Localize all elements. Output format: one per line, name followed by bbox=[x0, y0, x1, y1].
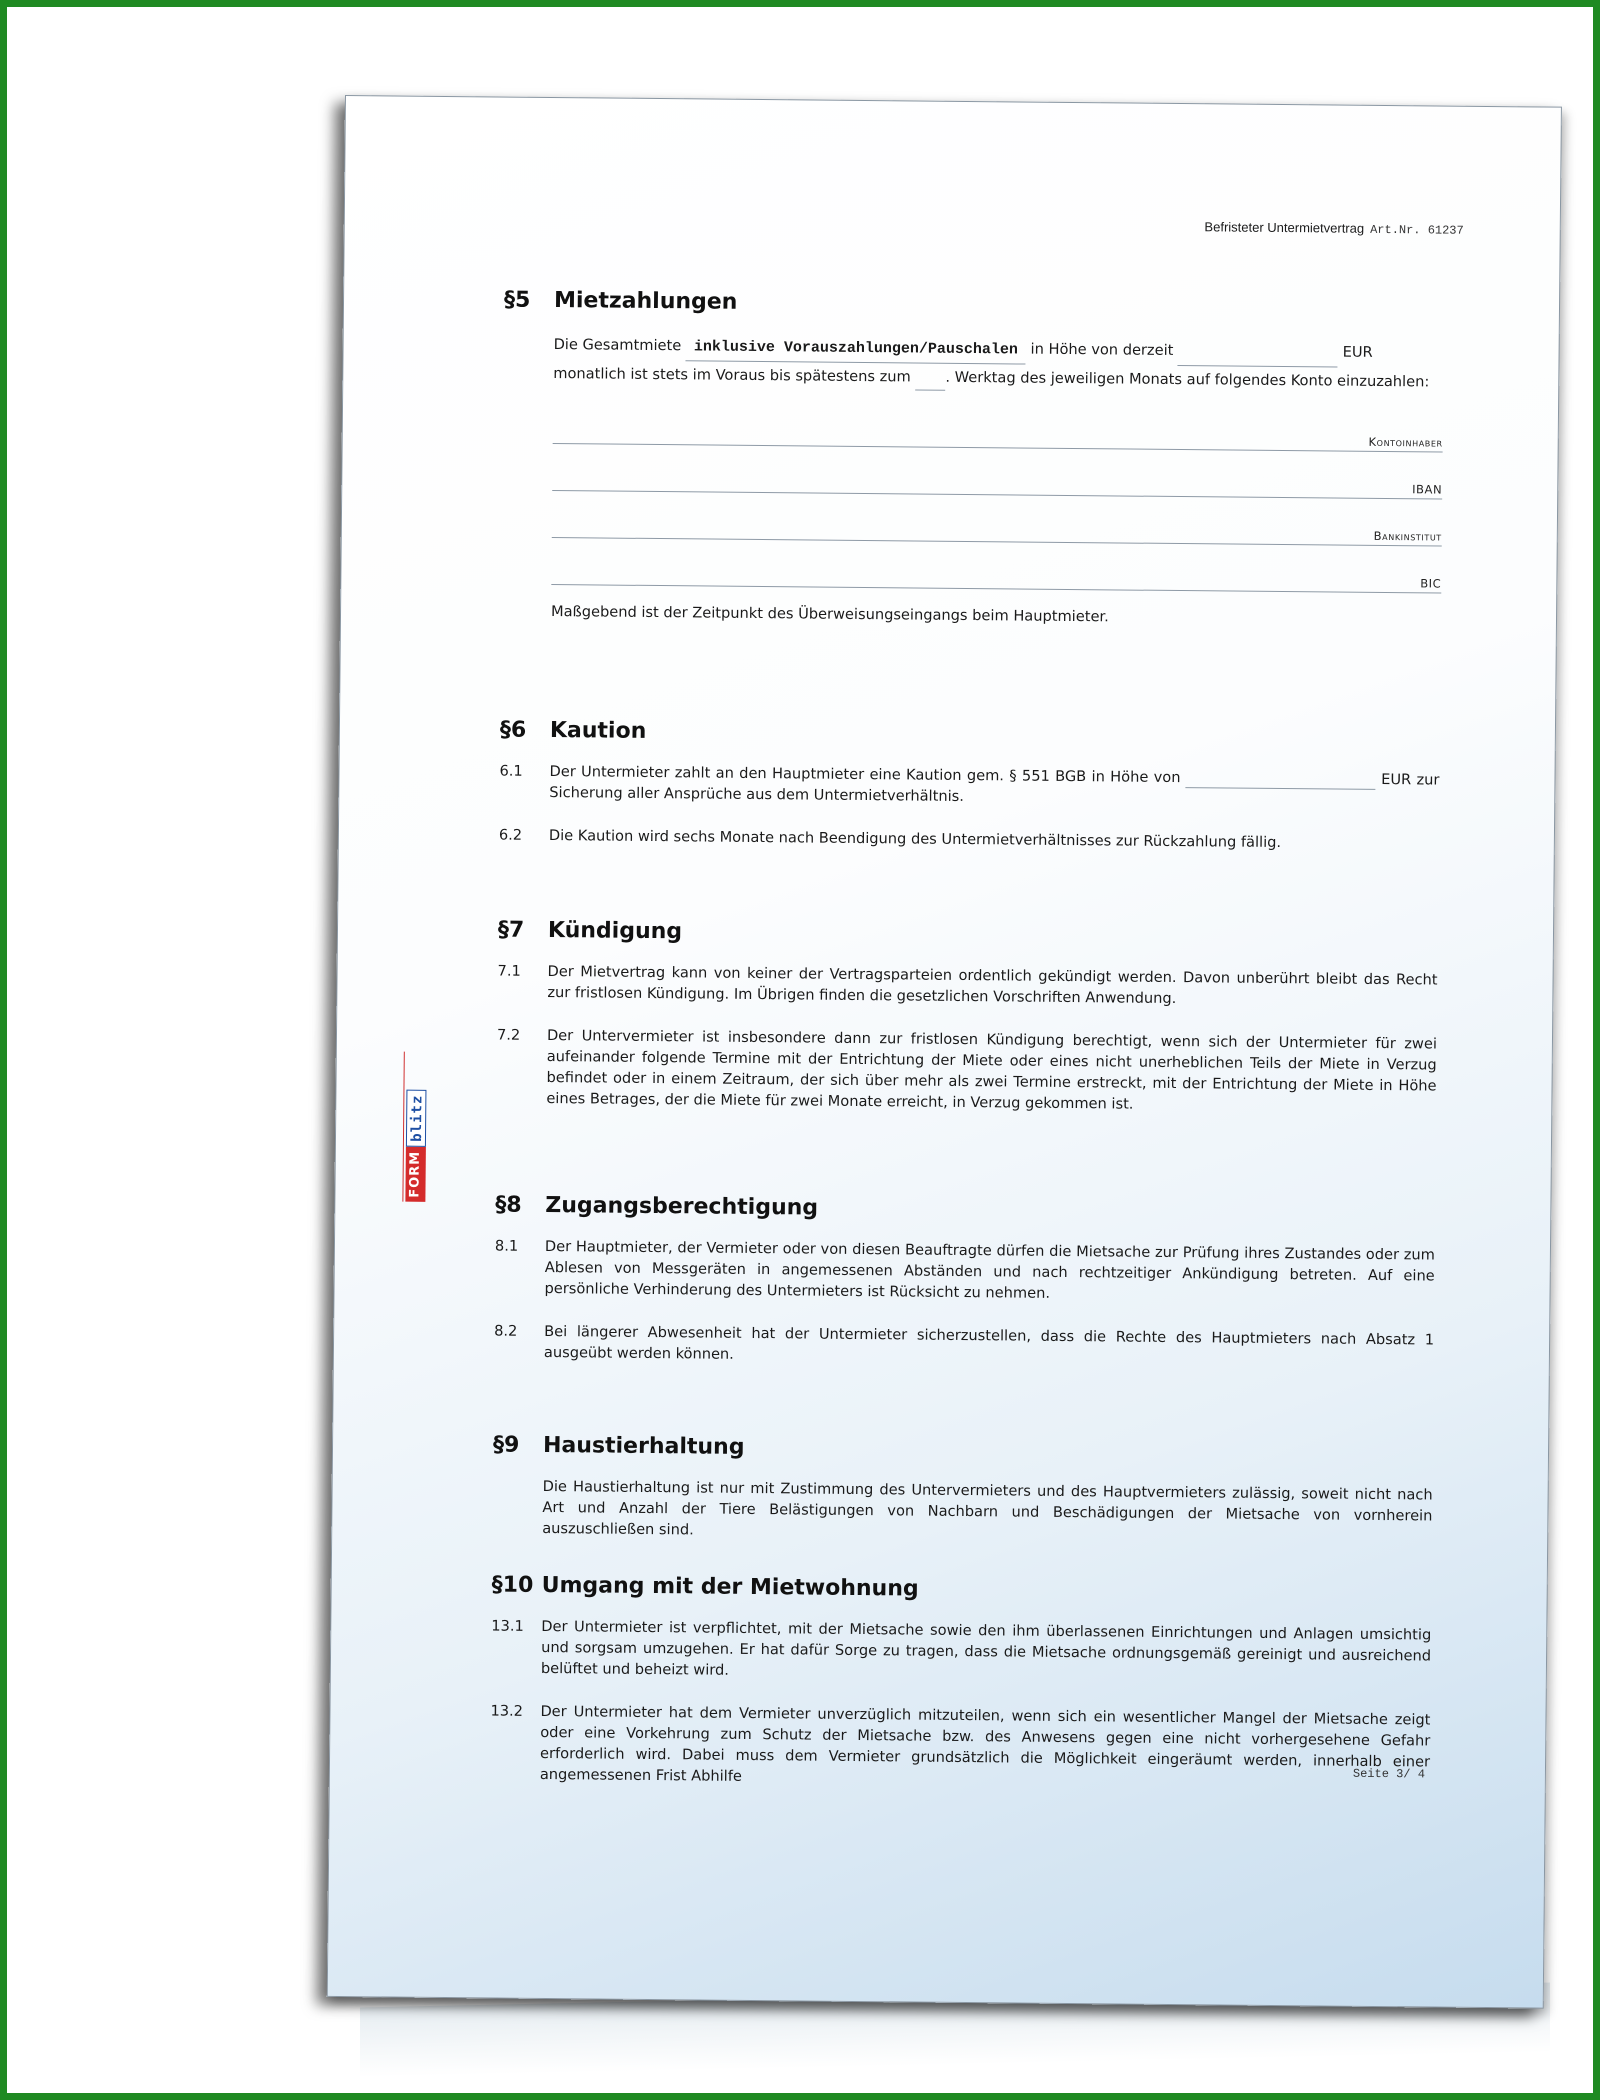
section-heading bbox=[498, 918, 1438, 952]
section-title: Haustierhaltung bbox=[542, 1432, 745, 1460]
clause-text bbox=[549, 761, 1439, 812]
clause-7-1 bbox=[497, 961, 1437, 1012]
payment-closing: Maßgebend ist der Zeitpunkt des Überweisungseingangs beim Hauptmieter. bbox=[550, 603, 1109, 626]
clause-number: 13.1 bbox=[491, 1617, 524, 1635]
section-heading bbox=[492, 1572, 1432, 1606]
section-number: §7 bbox=[497, 917, 525, 943]
section-kuendigung bbox=[496, 918, 1438, 1140]
bic-field[interactable] bbox=[551, 538, 1441, 594]
clause-number: 7.2 bbox=[496, 1026, 521, 1044]
account-holder-field[interactable] bbox=[553, 397, 1443, 453]
rent-amount-field[interactable] bbox=[1178, 350, 1338, 368]
logo-form-text: FORM bbox=[405, 1147, 426, 1202]
section-kaution bbox=[499, 718, 1440, 877]
section-title: Kündigung bbox=[547, 917, 683, 945]
section-heading bbox=[495, 1192, 1435, 1226]
clause-number: 6.2 bbox=[498, 826, 523, 844]
section-title: Mietzahlungen bbox=[553, 288, 738, 315]
clause-text: Der Hauptmieter, der Vermieter oder von diesen Beauftragte dürfen die Mietsache zur Prüfung ihres Zustandes oder zum Ablesen von Messgeräten in angemessenen Abständen und nach rechtzeitiger Ankündigung betreten. Auf eine persönliche Verhinderung des Untermieters ist Rücksicht zu nehmen. bbox=[544, 1237, 1435, 1302]
clause-8-2 bbox=[494, 1320, 1434, 1371]
header-title: Befristeter Untermietvertrag bbox=[1204, 219, 1365, 236]
workday-field[interactable] bbox=[915, 374, 945, 390]
clause-number: 13.2 bbox=[490, 1702, 524, 1720]
iban-field[interactable] bbox=[552, 444, 1442, 500]
section-umgang bbox=[490, 1572, 1432, 1815]
section-title: Umgang mit der Mietwohnung bbox=[541, 1572, 919, 1602]
clause-6-2 bbox=[499, 825, 1439, 855]
document-header bbox=[1204, 219, 1463, 237]
clause-text: Die Kaution wird sechs Monate nach Beendigung des Untermietverhältnisses zur Rückzahlung fällig. bbox=[548, 826, 1282, 852]
section-haustierhaltung bbox=[492, 1432, 1433, 1547]
section-number: §5 bbox=[503, 287, 531, 313]
bank-field[interactable] bbox=[552, 491, 1442, 547]
clause-number: 8.2 bbox=[494, 1322, 518, 1340]
text-werktag: . Werktag des jeweiligen Monats auf folgendes Konto einzuzahlen: bbox=[945, 368, 1430, 391]
deposit-amount-field[interactable] bbox=[1186, 772, 1376, 790]
clause-6-1 bbox=[499, 761, 1439, 812]
section-number: §6 bbox=[499, 717, 527, 743]
text-hoehe: in Höhe von derzeit bbox=[1030, 340, 1174, 359]
formblitz-logo bbox=[402, 1052, 426, 1202]
clause-13-2 bbox=[490, 1700, 1431, 1793]
clause-number: 7.1 bbox=[497, 962, 521, 980]
text-eur: EUR bbox=[1342, 343, 1373, 361]
clause-text: Der Mietvertrag kann von keiner der Vertragsparteien ordentlich gekündigt werden. Davon unberührt bleibt das Recht zur fristlosen Kündigung. Im Übrigen finden die gesetzlichen Vorschriften Anwendung. bbox=[547, 962, 1438, 1008]
section-heading bbox=[504, 288, 1444, 322]
clause-text: Der Untermieter ist verpflichtet, mit der Mietsache sowie den ihm überlassenen Einrichtungen und Anlagen umsichtig und sorgsam umzugehen. Er hat dafür Sorge zu tragen, dass die Mietsache ordnungsgemäß gereinigt und ausreichend belüftet und beheizt wird. bbox=[540, 1617, 1432, 1679]
text-gesamtmiete: Die Gesamtmiete bbox=[553, 336, 682, 355]
clause-7-2 bbox=[496, 1025, 1437, 1118]
text-monatlich: monatlich ist stets im Voraus bis spätestens zum bbox=[553, 365, 911, 386]
deposit-text: Der Untermieter zahlt an den Hauptmieter eine Kaution gem. § 551 BGB in Höhe von bbox=[549, 762, 1181, 787]
section-heading bbox=[500, 718, 1440, 752]
bic-label: BIC bbox=[1420, 576, 1442, 591]
payment-paragraph bbox=[553, 331, 1443, 396]
pet-paragraph: Die Haustierhaltung ist nur mit Zustimmung des Untervermieters und des Hauptvermieters zulässig, soweit nicht nach Art und Anzahl der Tiere Belästigungen von Nachbarn und Beschädigungen der Mietsache von vornherein auszuschließen sind. bbox=[542, 1477, 1433, 1539]
deposit-text-end: EUR zur Sicherung aller Ansprüche aus dem Untermietverhältnis. bbox=[549, 770, 1440, 805]
clause-13-1 bbox=[491, 1615, 1432, 1687]
section-zugangsberechtigung bbox=[494, 1192, 1436, 1393]
account-holder-label: Kontoinhaber bbox=[1368, 434, 1443, 450]
clause-number: 6.1 bbox=[499, 762, 523, 780]
clause-text: Der Untermieter hat dem Vermieter unverzüglich mitzuteilen, wenn sich ein wesentlicher Mangel der Mietsache zeigt oder eine Vorkehrung zum Schutz der Mietsache bzw. des Anwesens gegen eine nicht vorhergesehene Gefahr erforderlich wird. Dabei muss dem Vermieter grundsätzlich die Möglichkeit eingeräumt werden, innerhalb einer angemessenen Frist Abhilfe bbox=[539, 1702, 1431, 1785]
clause-text: Der Untervermieter ist insbesondere dann zur fristlosen Kündigung berechtigt, wenn sich der Untermieter für zwei aufeinander folgende Termine mit der Entrichtung der Miete oder eines nicht unerheblichen Teils der Miete in Verzug befindet oder in einem Zeitraum, der sich über mehr als zwei Termine erstreckt, mit der Entrichtung der Miete in Höhe eines Betrages, der die Miete für zwei Monate erreicht, in Verzug gekommen ist. bbox=[546, 1026, 1438, 1113]
section-number: §9 bbox=[492, 1432, 520, 1458]
bank-label: Bankinstitut bbox=[1373, 528, 1442, 544]
rent-type-field[interactable]: inklusive Vorauszahlungen/Pauschalen bbox=[686, 333, 1026, 364]
section-heading bbox=[493, 1432, 1433, 1466]
article-number: Art.Nr. 61237 bbox=[1370, 222, 1464, 238]
clause-8-1 bbox=[494, 1235, 1435, 1307]
document-page bbox=[327, 95, 1562, 2009]
clause-number: 8.1 bbox=[494, 1237, 519, 1255]
clause-text: Bei längerer Abwesenheit hat der Untermieter sicherzustellen, dass die Rechte des Hauptmieters nach Absatz 1 ausgeübt werden können. bbox=[543, 1322, 1435, 1363]
section-number: §10 bbox=[491, 1572, 534, 1598]
section-title: Kaution bbox=[549, 717, 647, 744]
section-mietzahlungen bbox=[501, 288, 1444, 631]
iban-label: IBAN bbox=[1412, 482, 1443, 497]
section-title: Zugangsberechtigung bbox=[545, 1192, 819, 1221]
section-number: §8 bbox=[495, 1192, 522, 1218]
page-number: Seite 3/ 4 bbox=[1352, 1766, 1425, 1782]
bank-account-fields bbox=[501, 397, 1443, 594]
logo-blitz-text: blitz bbox=[406, 1090, 427, 1147]
